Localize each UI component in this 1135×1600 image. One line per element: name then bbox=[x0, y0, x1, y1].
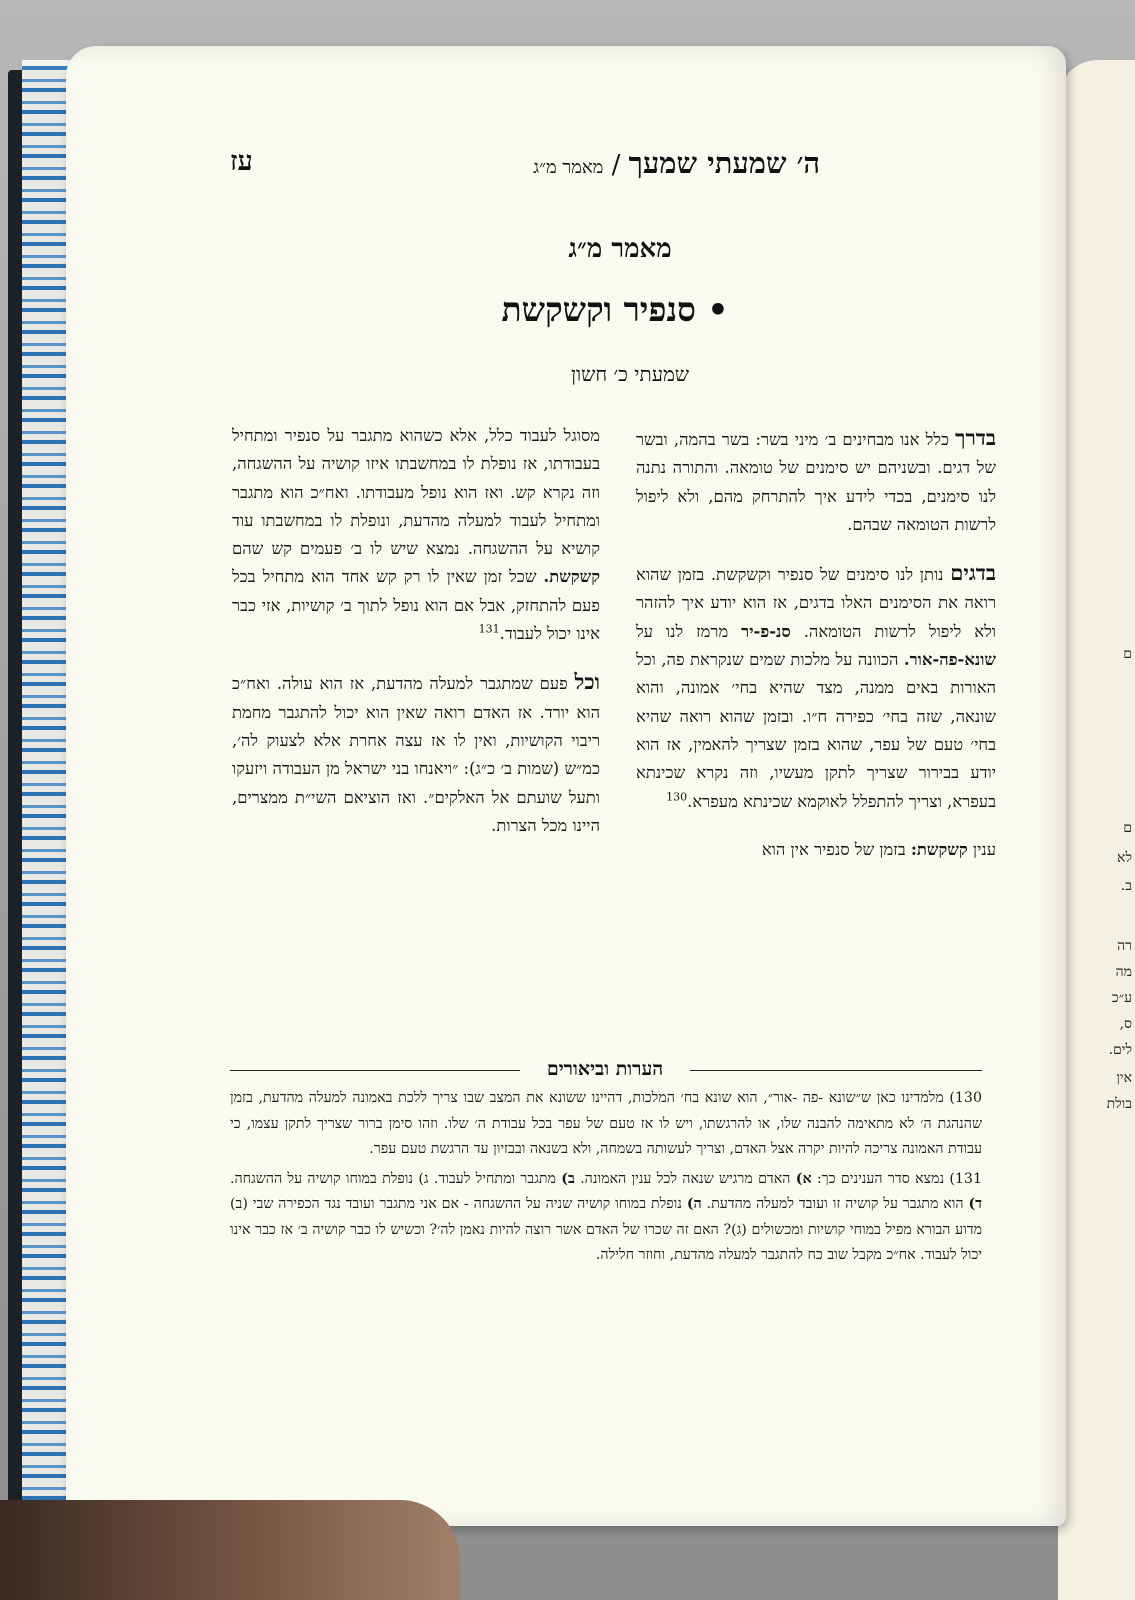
facing-page-text: אין bbox=[1116, 1070, 1132, 1086]
right-column bbox=[636, 424, 996, 884]
paragraph-text: מסוגל לעבוד כלל, אלא כשהוא מתגבר על סנפיר ומתחיל בעבודתו, אז נופלת לו במחשבתו איזו קושיה על ההשגחה, וזה נקרא קש. ואז הוא נופל מעבודתו. ואח״כ הוא מתגבר ומתחיל לעבוד למעלה מהדעת, ונופלת לו במחשבתו עוד קושיא על ההשגחה. נמצא שיש לו ב׳ פעמים קש שהם bbox=[232, 426, 600, 559]
paragraph bbox=[636, 424, 996, 539]
book-title: ה׳ שמעתי שמעך bbox=[628, 146, 820, 180]
hand bbox=[0, 1500, 460, 1600]
running-head-separator: / bbox=[611, 150, 621, 180]
chapter-label: מאמר מ״ג bbox=[568, 234, 672, 264]
footnote-marker: ב) bbox=[561, 1170, 575, 1187]
footnotes bbox=[230, 1086, 982, 1273]
paragraph bbox=[636, 836, 996, 864]
footnote-marker: ה) bbox=[686, 1196, 702, 1212]
facing-page-text: ם bbox=[1123, 820, 1132, 836]
footnote-marker: ד) bbox=[968, 1196, 983, 1212]
facing-page-text: לא bbox=[1117, 850, 1132, 866]
footnote-text: הוא מתגבר על קושיה זו ועובד למעלה מהדעת. bbox=[706, 1196, 964, 1212]
running-head bbox=[230, 146, 820, 186]
footnote-text: האדם מרגיש שנאה לכל ענין האמונה. bbox=[580, 1170, 791, 1187]
footnote-ref-130[interactable]: 130 bbox=[666, 790, 688, 804]
paragraph bbox=[636, 559, 996, 816]
lead-word: בדרך bbox=[955, 425, 996, 450]
lead-word: וכל bbox=[574, 669, 601, 695]
footnote-marker: א) bbox=[795, 1170, 812, 1187]
paragraph-text: בזמן של סנפיר אין הוא bbox=[761, 839, 906, 859]
facing-page-text: מה bbox=[1115, 964, 1132, 980]
facing-page-text: רה bbox=[1117, 938, 1132, 954]
footnote-130: 130) מלמדינו כאן ש״שונא -פה -אור״, הוא שונא בח׳ המלכות, דהיינו ששונא את המצב שבו צריך ללכת באמונה למעלה מהדעת, בזמן שהנהגת ה׳ לא מתאימה להבנה שלו, או להרגשתו, ויש לו אז טעם של עפר בכל עבודת ה׳ שלו. וזהו סימן ברור שצריך לתקן עצמו, כי עבודת האמונה צריכה להיות יקרה אצל האדם, וצריך לעשותה בשמחה, ולא בשנאה ובבזיון עד הרגשת טעם עפר. bbox=[230, 1090, 982, 1157]
facing-page-text: בולת bbox=[1106, 1096, 1132, 1112]
facing-page-text: לים. bbox=[1108, 1042, 1132, 1058]
left-column bbox=[232, 422, 600, 860]
running-head-section: מאמר מ״ג bbox=[533, 157, 604, 178]
bold-term: קשקשת. bbox=[543, 567, 600, 587]
paragraph-text: פעם שמתגבר למעלה מהדעת, אז הוא עולה. ואח״כ הוא יורד. אז האדם רואה שאין הוא יכול להתגבר מחמת ריבוי הקושיות, ואין לו אז עצה אחרת אלא לצעוק לה׳, כמ״ש (שמות ב׳ כ״ג): ״ויאנחו בני ישראל מן העבודה ויזעקו ותעל שועתם אל האלקים״. ואז הוציאם השי״ת ממצרים, היינו מכל הצרות. bbox=[232, 674, 600, 835]
paragraph-text: הכוונה על מלכות שמים שנקראת פה, וכל האורות באים ממנה, מצד שהיא בחי׳ אמונה, והוא שונאה, שזה בחי׳ כפירה ח״ו. ובזמן שהוא רואה שהיא בחי׳ טעם של עפר, שהוא בזמן שצריך להאמין, אז הוא יודע בבירור שצריך לתקן מעשיו, וזה נקרא שכינתא בעפרא, וצריך להתפלל לאוקמא שכינתא מעפרא. bbox=[636, 650, 996, 811]
paragraph-text: שכל זמן שאין לו רק קש אחד הוא מתחיל בכל פעם להתחזק, אבל אם הוא נופל לתוך ב׳ קושיות, אזי כבר אינו יכול לעבוד. bbox=[232, 567, 600, 644]
footnote-text: 131) נמצא סדר הענינים כך: bbox=[816, 1170, 982, 1187]
footnote-text: מתגבר ומתחיל לעבוד. ג) נופלת במוחו קושיה על ההשגחה. bbox=[230, 1170, 556, 1187]
footnote-ref-131[interactable]: 131 bbox=[478, 622, 500, 636]
paragraph-text: כלל אנו מבחינים ב׳ מיני בשר: בשר בהמה, ובשר של דגים. ובשניהם יש סימנים של טומאה. והתורה נתנה לנו סימנים, בכדי לידע איך להתרחק מהם, ולא ליפול לרשות הטומאה שבהם. bbox=[636, 430, 996, 534]
running-head-title bbox=[533, 146, 820, 181]
facing-page-text: ם bbox=[1123, 646, 1132, 662]
lead-word: בדגים bbox=[950, 560, 996, 586]
paragraph-text: ענין bbox=[972, 839, 996, 859]
page-subtitle: שמעתי כ׳ חשון bbox=[570, 362, 690, 386]
bold-term: שונא-פה-אור. bbox=[903, 650, 996, 670]
bold-term: סנ-פ-יר bbox=[741, 621, 791, 641]
facing-page-text: ב. bbox=[1120, 878, 1132, 894]
paragraph bbox=[232, 422, 600, 648]
paragraph-text: נותן לנו סימנים של סנפיר וקשקשת. בזמן שהוא רואה את הסימנים האלו בדגים, אז הוא יודע איך להזהר ולא ליפול לרשות הטומאה. bbox=[636, 565, 997, 641]
facing-page bbox=[1058, 60, 1135, 1600]
bold-term: קשקשת: bbox=[910, 839, 968, 859]
footnote-131 bbox=[230, 1167, 982, 1269]
paragraph bbox=[232, 668, 600, 840]
notes-heading: הערות וביאורים bbox=[520, 1058, 690, 1081]
paragraph-text: מרמז לנו על bbox=[636, 621, 729, 641]
facing-page-text: ס, bbox=[1119, 1016, 1132, 1032]
page-title: • סנפיר וקשקשת bbox=[501, 290, 729, 329]
page-number: עז bbox=[230, 146, 253, 177]
page-title-text: סנפיר וקשקשת bbox=[501, 290, 696, 329]
footnote-text: נופלת במוחו קושיה שניה על ההשגחה - אם אני מתגבר ועובד נגד הכפירה שבי (ב) מדוע הבורא מפיל במוחי קושיות ומכשולים (ג)? האם זה שכרו של האדם אשר רוצה להיות נאמן לה׳? וכשיש לו כבר קושיה ב׳ אז כבר אינו יכול לעבוד. אח״כ מקבל שוב כח להתגבר למעלה מהדעת, וחוזר חלילה. bbox=[230, 1196, 982, 1263]
facing-page-text: ע״כ bbox=[1111, 990, 1132, 1006]
